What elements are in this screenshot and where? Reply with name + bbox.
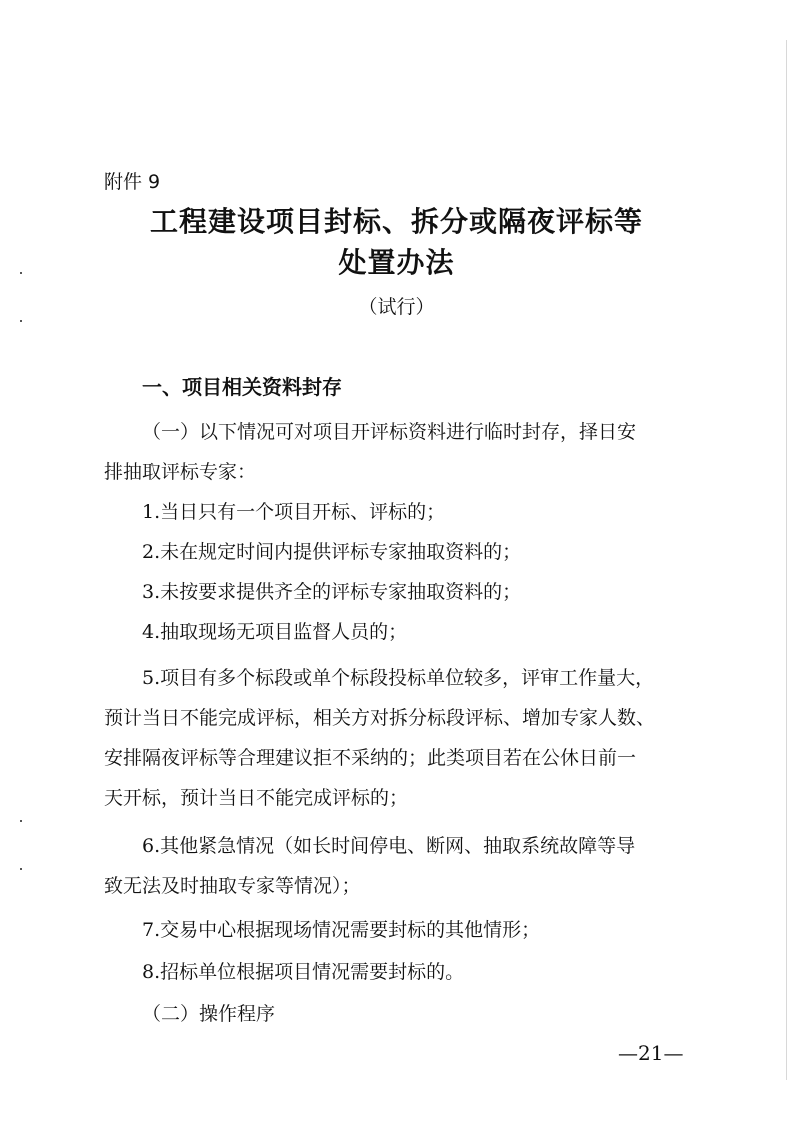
list-item: 8.招标单位根据项目情况需要封标的。 [142,961,465,983]
page-number: —21— [618,1041,684,1065]
list-item: 6.其他紧急情况（如长时间停电、断网、抽取系统故障等导 [142,835,636,857]
attachment-label: 附件 9 [104,171,161,193]
section-heading: 一、项目相关资料封存 [142,375,342,399]
paragraph-line: 安排隔夜评标等合理建议拒不采纳的；此类项目若在公休日前一 [104,747,637,769]
document-title-line-2: 处置办法 [338,246,455,279]
margin-mark [20,868,22,870]
document-title-line-1: 工程建设项目封标、拆分或隔夜评标等 [149,205,643,238]
list-item: 4.抽取现场无项目监督人员的； [142,621,408,643]
paragraph-line: 致无法及时抽取专家等情况）； [104,875,361,897]
margin-mark [20,820,22,822]
scan-edge-line [786,40,787,1080]
list-item: 3.未按要求提供齐全的评标专家抽取资料的； [142,581,522,603]
paragraph-line: 排抽取评标专家： [104,461,257,483]
document-subtitle: （试行） [358,296,435,318]
paragraph-line: （一）以下情况可对项目开评标资料进行临时封存，择日安 [142,421,637,443]
paragraph-line: 预计当日不能完成评标，相关方对拆分标段评标、增加专家人数、 [104,707,656,729]
list-item: 2.未在规定时间内提供评标专家抽取资料的； [142,541,522,563]
subsection-heading: （二）操作程序 [142,1003,276,1025]
list-item: 1.当日只有一个项目开标、评标的； [142,501,446,523]
paragraph-line: 天开标，预计当日不能完成评标的； [104,787,409,809]
list-item: 7.交易中心根据现场情况需要封标的其他情形； [142,919,541,941]
list-item: 5.项目有多个标段或单个标段投标单位较多，评审工作量大， [142,667,655,689]
